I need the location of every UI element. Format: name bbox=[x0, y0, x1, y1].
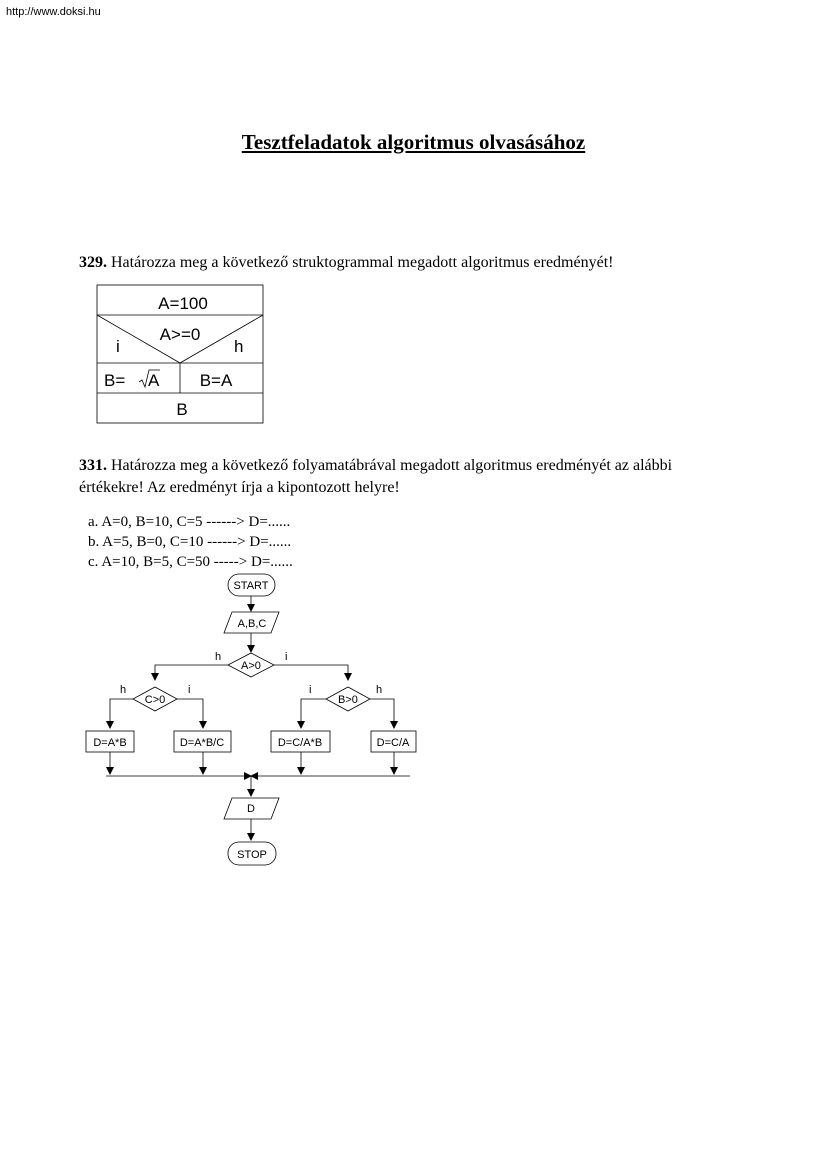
struct-assign: A=100 bbox=[158, 294, 208, 313]
flow-label-h: h bbox=[120, 684, 127, 696]
flow-start: START bbox=[233, 580, 269, 592]
option-a: a. A=0, B=10, C=5 ------> D=...... bbox=[88, 514, 291, 530]
flow-label-h: h bbox=[215, 651, 222, 663]
question-text-line1: Határozza meg a következő folyamatábrával megadott algoritmus eredményét az alábbi bbox=[107, 457, 673, 474]
flow-label-i: i bbox=[309, 684, 312, 696]
option-c: c. A=10, B=5, C=50 -----> D=...... bbox=[88, 554, 293, 570]
question-text: Határozza meg a következő struktogrammal megadott algoritmus eredményét! bbox=[107, 254, 614, 271]
flow-cond-b: B>0 bbox=[338, 694, 358, 706]
struct-no-label: h bbox=[234, 337, 244, 356]
question-number: 329. bbox=[79, 254, 107, 271]
question-text-line2: értékekre! Az eredményt írja a kipontozott helyre! bbox=[79, 479, 400, 496]
struct-condition: A>=0 bbox=[159, 325, 201, 344]
struct-output: B bbox=[176, 400, 188, 419]
struct-right: B=A bbox=[199, 371, 233, 390]
flow-label-i: i bbox=[285, 651, 288, 663]
source-url: http://www.doksi.hu bbox=[6, 6, 101, 18]
flow-input: A,B,C bbox=[237, 618, 267, 630]
flow-cond-c: C>0 bbox=[144, 694, 166, 706]
option-b: b. A=5, B=0, C=10 ------> D=...... bbox=[88, 534, 292, 550]
flow-box-1: D=A*B bbox=[93, 737, 127, 749]
flow-box-2: D=A*B/C bbox=[179, 737, 225, 749]
flow-output: D bbox=[247, 803, 255, 815]
question-number: 331. bbox=[79, 457, 107, 474]
flow-box-4: D=C/A bbox=[376, 737, 410, 749]
struct-left-prefix: B= bbox=[104, 371, 126, 390]
struct-left-arg: A bbox=[148, 371, 160, 390]
flow-cond-a: A>0 bbox=[241, 660, 261, 672]
page-title: Tesztfeladatok algoritmus olvasásához bbox=[241, 130, 586, 154]
flow-box-3: D=C/A*B bbox=[277, 737, 323, 749]
flow-label-i: i bbox=[188, 684, 191, 696]
flow-stop: STOP bbox=[237, 849, 267, 861]
flow-label-h: h bbox=[376, 684, 383, 696]
struct-yes-label: i bbox=[116, 337, 120, 356]
